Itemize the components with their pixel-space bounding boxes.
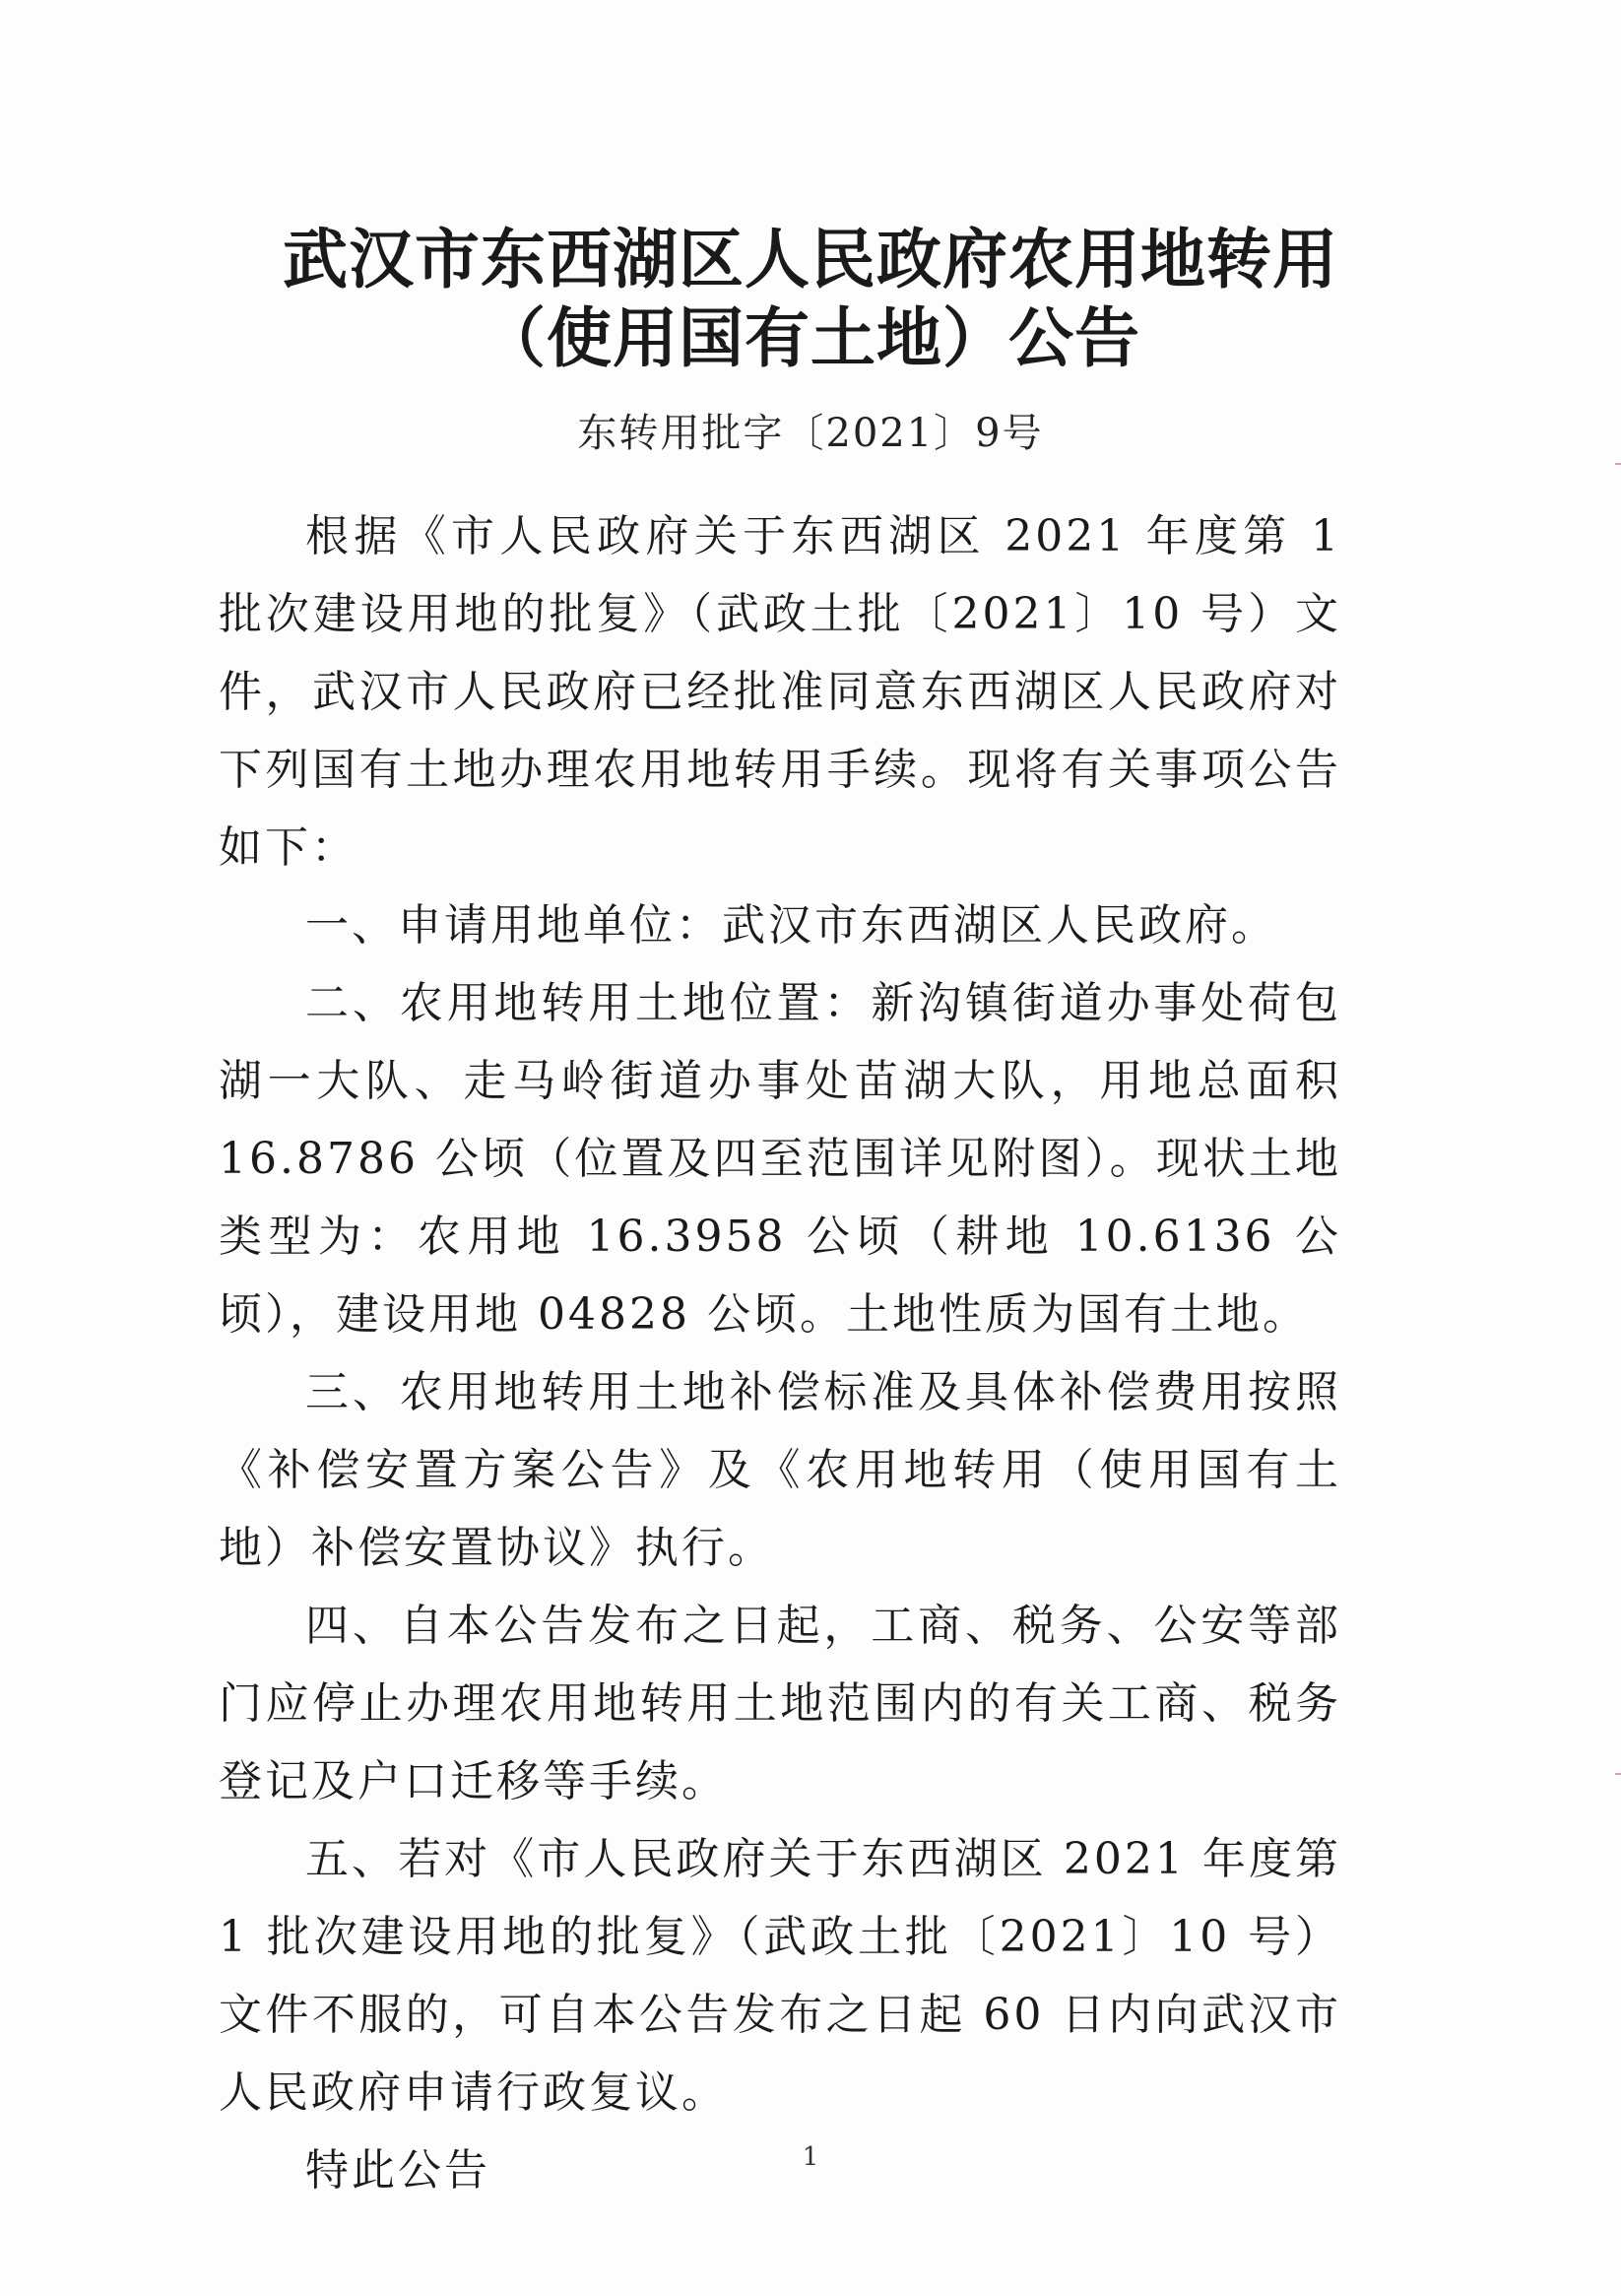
paragraph-item-5: 五、若对《市人民政府关于东西湖区 2021 年度第 1 批次建设用地的批复》（武政土批〔2021〕10 号）文件不服的，可自本公告发布之日起 60 日内向武汉市人民政府申请行政复议。 xyxy=(219,1834,1341,2118)
paragraph-closing: 特此公告 xyxy=(305,2145,490,2196)
paragraph-item-3: 三、农用地转用土地补偿标准及具体补偿费用按照《补偿安置方案公告》及《农用地转用（使用国有土地）补偿安置协议》执行。 xyxy=(219,1367,1341,1573)
document-title-line-1: 武汉市东西湖区人民政府农用地转用 xyxy=(283,222,1338,297)
paragraph-item-4: 四、自本公告发布之日起，工商、税务、公安等部门应停止办理农用地转用土地范围内的有关工商、税务登记及户口迁移等手续。 xyxy=(219,1601,1341,1806)
scan-edge-mark xyxy=(1615,1773,1621,1775)
paragraph-item-2: 二、农用地转用土地位置：新沟镇街道办事处荷包湖一大队、走马岭街道办事处苗湖大队，用地总面积 16.8786 公顷（位置及四至范围详见附图）。现状土地类型为：农用地 16.3958 公顷（耕地 10.6136 公顷），建设用地 04828 公顷。土地性质为国有土地。 xyxy=(219,978,1341,1340)
document-title-line-2: （使用国有土地）公告 xyxy=(481,300,1140,376)
paragraph-item-1: 一、申请用地单位：武汉市东西湖区人民政府。 xyxy=(305,900,1277,951)
document-body xyxy=(219,497,1341,2209)
document-number: 东转用批字〔2021〕9号 xyxy=(577,411,1044,456)
paragraph-intro: 根据《市人民政府关于东西湖区 2021 年度第 1 批次建设用地的批复》（武政土批〔2021〕10 号）文件，武汉市人民政府已经批准同意东西湖区人民政府对下列国有土地办理农用地转用手续。现将有关事项公告如下： xyxy=(219,511,1341,873)
scan-edge-mark xyxy=(1615,463,1621,465)
page-number: 1 xyxy=(802,2142,819,2172)
